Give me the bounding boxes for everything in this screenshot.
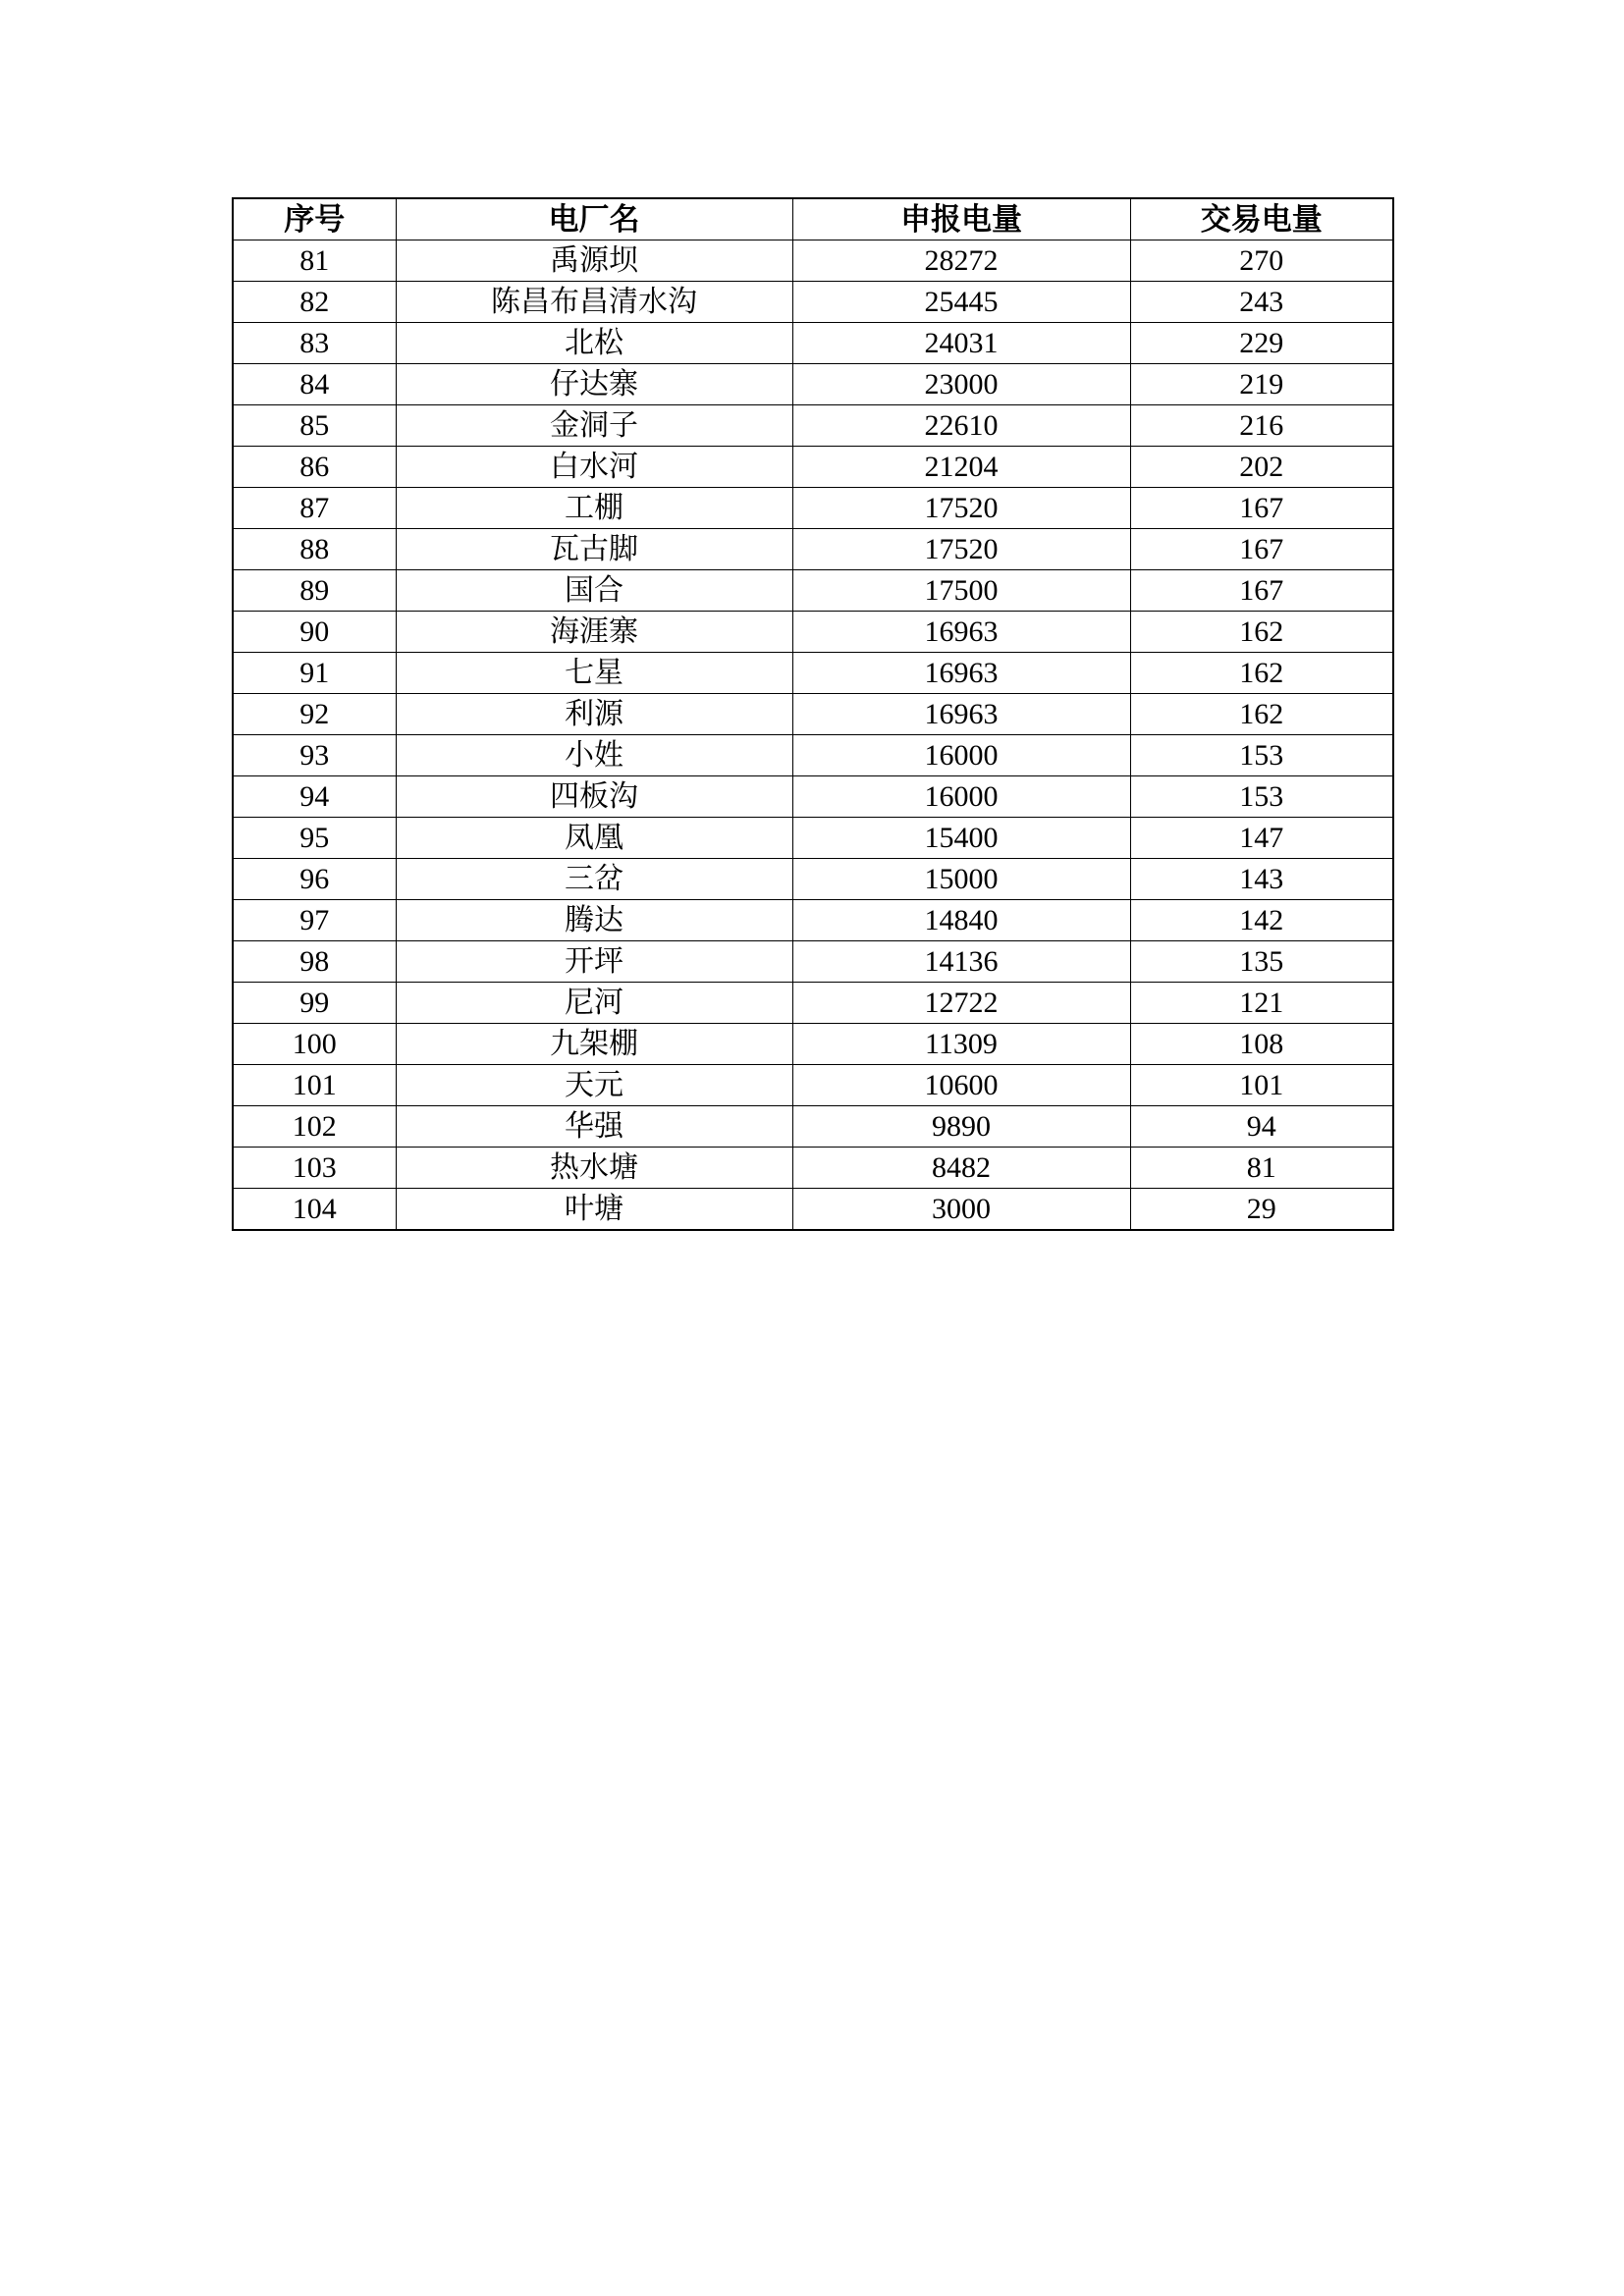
plant-name-cell: 小姓 — [396, 735, 792, 776]
traded-energy-cell: 147 — [1130, 818, 1393, 859]
table-row — [233, 405, 1393, 447]
row-index-cell: 103 — [233, 1148, 396, 1189]
traded-energy-cell: 142 — [1130, 900, 1393, 941]
table-row — [233, 1065, 1393, 1106]
table-row — [233, 529, 1393, 570]
declared-energy-cell: 9890 — [792, 1106, 1130, 1148]
declared-energy-cell: 15400 — [792, 818, 1130, 859]
declared-energy-cell: 22610 — [792, 405, 1130, 447]
plant-name-cell: 海涯寨 — [396, 612, 792, 653]
plant-name-cell: 金洞子 — [396, 405, 792, 447]
row-index-cell: 88 — [233, 529, 396, 570]
row-index-cell: 101 — [233, 1065, 396, 1106]
table-row — [233, 818, 1393, 859]
plant-name-cell: 热水塘 — [396, 1148, 792, 1189]
row-index-cell: 94 — [233, 776, 396, 818]
declared-energy-cell: 16000 — [792, 776, 1130, 818]
table-body — [233, 240, 1393, 1231]
declared-energy-cell: 16963 — [792, 653, 1130, 694]
declared-energy-cell: 14840 — [792, 900, 1130, 941]
traded-energy-cell: 29 — [1130, 1189, 1393, 1231]
plant-name-cell: 七星 — [396, 653, 792, 694]
row-index-cell: 97 — [233, 900, 396, 941]
declared-energy-cell: 14136 — [792, 941, 1130, 983]
plant-name-cell: 白水河 — [396, 447, 792, 488]
plant-name-cell: 九架棚 — [396, 1024, 792, 1065]
plant-name-cell: 叶塘 — [396, 1189, 792, 1231]
table-row — [233, 282, 1393, 323]
plant-name-cell: 瓦古脚 — [396, 529, 792, 570]
table-header — [233, 198, 1393, 240]
table-row — [233, 1024, 1393, 1065]
declared-energy-cell: 21204 — [792, 447, 1130, 488]
row-index-cell: 86 — [233, 447, 396, 488]
traded-energy-cell: 135 — [1130, 941, 1393, 983]
header-row — [233, 198, 1393, 240]
traded-energy-cell: 167 — [1130, 529, 1393, 570]
header-serial-number: 序号 — [233, 198, 396, 240]
row-index-cell: 85 — [233, 405, 396, 447]
declared-energy-cell: 17520 — [792, 529, 1130, 570]
traded-energy-cell: 153 — [1130, 735, 1393, 776]
declared-energy-cell: 8482 — [792, 1148, 1130, 1189]
declared-energy-cell: 11309 — [792, 1024, 1130, 1065]
table-row — [233, 694, 1393, 735]
table-row — [233, 735, 1393, 776]
table-row — [233, 323, 1393, 364]
traded-energy-cell: 202 — [1130, 447, 1393, 488]
traded-energy-cell: 162 — [1130, 612, 1393, 653]
traded-energy-cell: 94 — [1130, 1106, 1393, 1148]
plant-name-cell: 利源 — [396, 694, 792, 735]
plant-name-cell: 凤凰 — [396, 818, 792, 859]
row-index-cell: 104 — [233, 1189, 396, 1231]
row-index-cell: 83 — [233, 323, 396, 364]
table-row — [233, 653, 1393, 694]
declared-energy-cell: 28272 — [792, 240, 1130, 282]
row-index-cell: 93 — [233, 735, 396, 776]
table-row — [233, 941, 1393, 983]
row-index-cell: 102 — [233, 1106, 396, 1148]
traded-energy-cell: 81 — [1130, 1148, 1393, 1189]
row-index-cell: 90 — [233, 612, 396, 653]
plant-name-cell: 工棚 — [396, 488, 792, 529]
table-row — [233, 612, 1393, 653]
row-index-cell: 89 — [233, 570, 396, 612]
declared-energy-cell: 25445 — [792, 282, 1130, 323]
traded-energy-cell: 229 — [1130, 323, 1393, 364]
declared-energy-cell: 16000 — [792, 735, 1130, 776]
traded-energy-cell: 143 — [1130, 859, 1393, 900]
table-row — [233, 364, 1393, 405]
table-row — [233, 240, 1393, 282]
traded-energy-cell: 162 — [1130, 653, 1393, 694]
plant-name-cell: 华强 — [396, 1106, 792, 1148]
traded-energy-cell: 162 — [1130, 694, 1393, 735]
row-index-cell: 82 — [233, 282, 396, 323]
plant-name-cell: 陈昌布昌清水沟 — [396, 282, 792, 323]
plant-name-cell: 天元 — [396, 1065, 792, 1106]
row-index-cell: 87 — [233, 488, 396, 529]
header-traded-energy: 交易电量 — [1130, 198, 1393, 240]
row-index-cell: 84 — [233, 364, 396, 405]
traded-energy-cell: 167 — [1130, 570, 1393, 612]
traded-energy-cell: 108 — [1130, 1024, 1393, 1065]
declared-energy-cell: 10600 — [792, 1065, 1130, 1106]
declared-energy-cell: 12722 — [792, 983, 1130, 1024]
declared-energy-cell: 15000 — [792, 859, 1130, 900]
traded-energy-cell: 243 — [1130, 282, 1393, 323]
header-declared-energy: 申报电量 — [792, 198, 1130, 240]
row-index-cell: 91 — [233, 653, 396, 694]
declared-energy-cell: 16963 — [792, 694, 1130, 735]
plant-name-cell: 三岔 — [396, 859, 792, 900]
traded-energy-cell: 219 — [1130, 364, 1393, 405]
plant-name-cell: 国合 — [396, 570, 792, 612]
declared-energy-cell: 23000 — [792, 364, 1130, 405]
power-plant-table — [232, 197, 1394, 1231]
plant-name-cell: 四板沟 — [396, 776, 792, 818]
table-row — [233, 859, 1393, 900]
table-row — [233, 447, 1393, 488]
plant-name-cell: 开坪 — [396, 941, 792, 983]
table-row — [233, 1189, 1393, 1231]
plant-name-cell: 仔达寨 — [396, 364, 792, 405]
declared-energy-cell: 17520 — [792, 488, 1130, 529]
declared-energy-cell: 16963 — [792, 612, 1130, 653]
table-row — [233, 900, 1393, 941]
table-row — [233, 1106, 1393, 1148]
row-index-cell: 92 — [233, 694, 396, 735]
table-row — [233, 776, 1393, 818]
traded-energy-cell: 101 — [1130, 1065, 1393, 1106]
header-plant-name: 电厂名 — [396, 198, 792, 240]
plant-name-cell: 北松 — [396, 323, 792, 364]
table-row — [233, 983, 1393, 1024]
traded-energy-cell: 121 — [1130, 983, 1393, 1024]
row-index-cell: 100 — [233, 1024, 396, 1065]
traded-energy-cell: 270 — [1130, 240, 1393, 282]
traded-energy-cell: 167 — [1130, 488, 1393, 529]
plant-name-cell: 禹源坝 — [396, 240, 792, 282]
traded-energy-cell: 216 — [1130, 405, 1393, 447]
declared-energy-cell: 17500 — [792, 570, 1130, 612]
plant-name-cell: 尼河 — [396, 983, 792, 1024]
row-index-cell: 81 — [233, 240, 396, 282]
traded-energy-cell: 153 — [1130, 776, 1393, 818]
table-row — [233, 488, 1393, 529]
table-row — [233, 1148, 1393, 1189]
row-index-cell: 95 — [233, 818, 396, 859]
declared-energy-cell: 24031 — [792, 323, 1130, 364]
table-row — [233, 570, 1393, 612]
row-index-cell: 98 — [233, 941, 396, 983]
row-index-cell: 96 — [233, 859, 396, 900]
row-index-cell: 99 — [233, 983, 396, 1024]
plant-name-cell: 腾达 — [396, 900, 792, 941]
declared-energy-cell: 3000 — [792, 1189, 1130, 1231]
